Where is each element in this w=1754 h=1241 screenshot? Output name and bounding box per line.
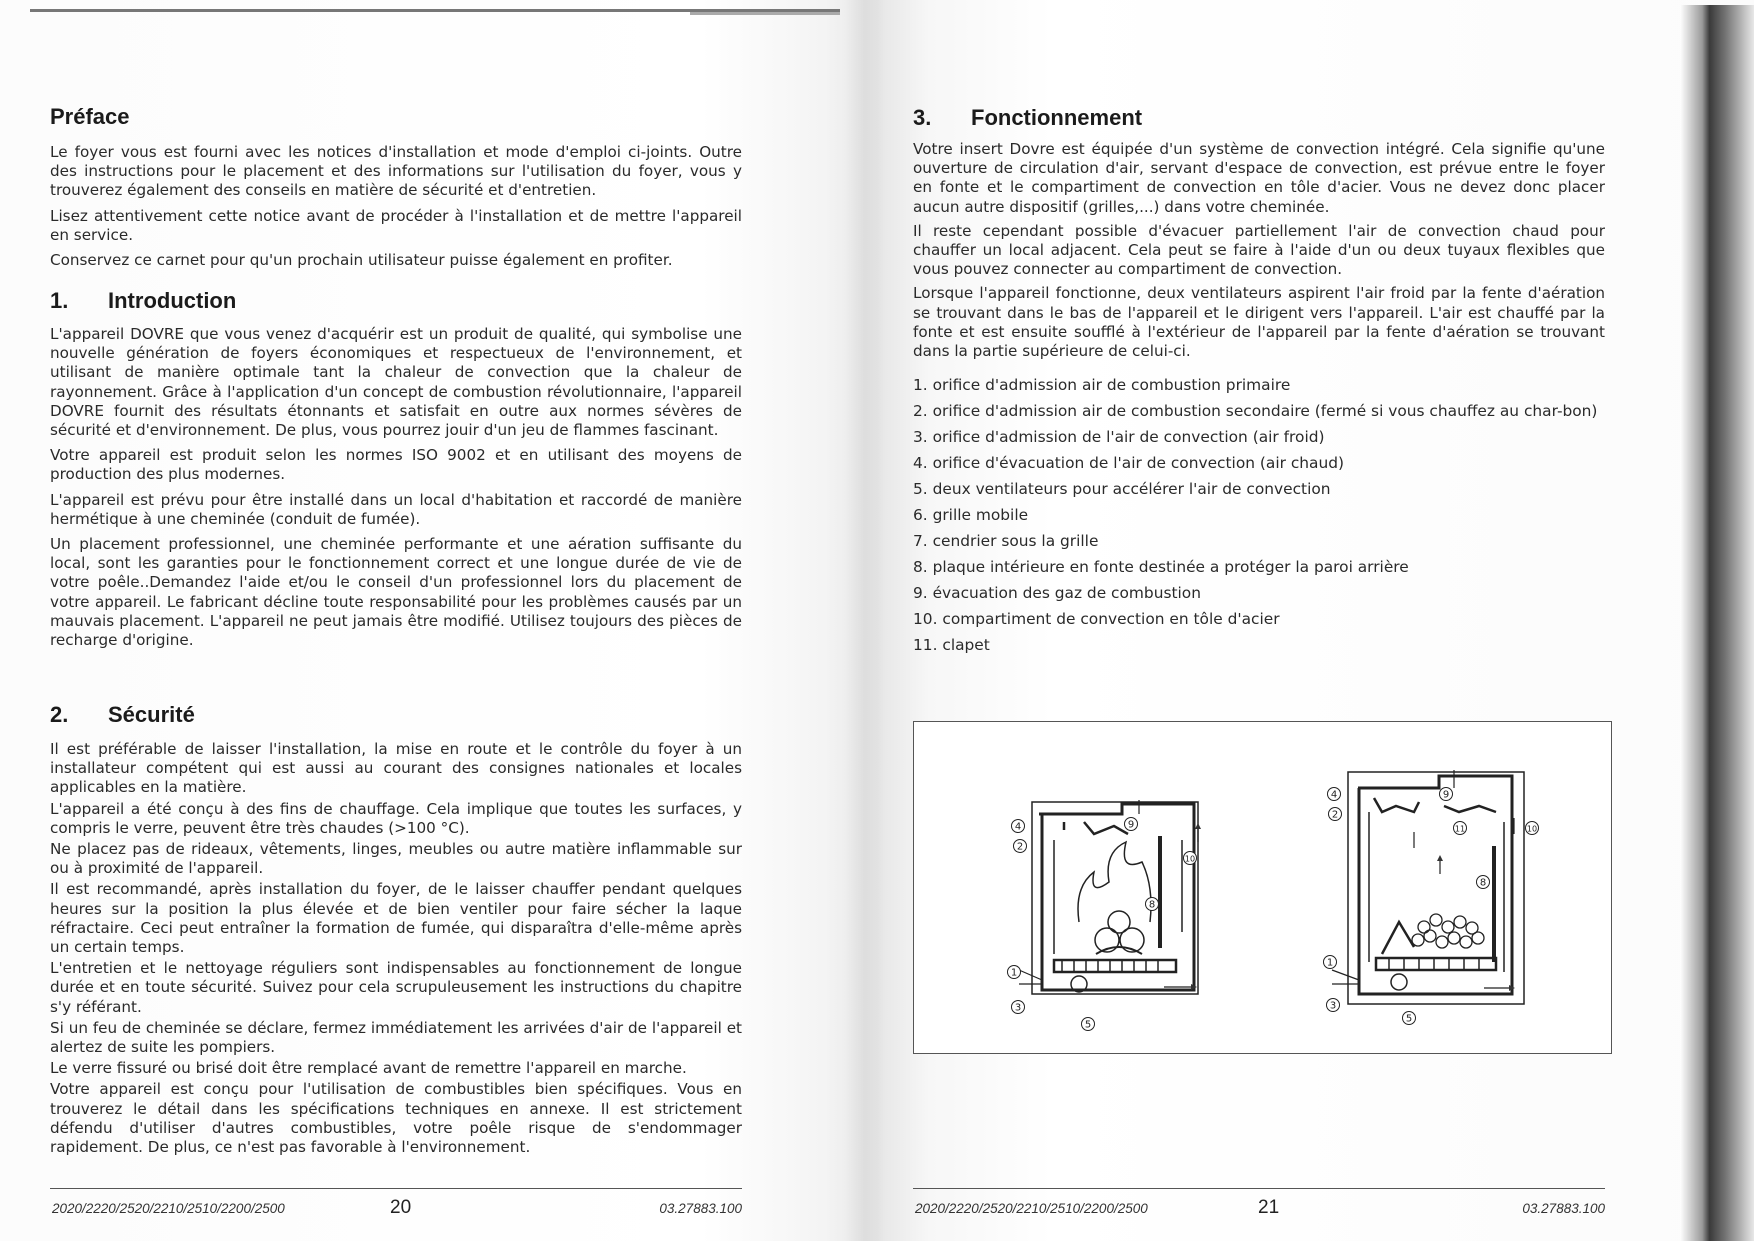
list-item: 9. évacuation des gaz de combustion [913, 584, 1201, 602]
section-number: 3. [913, 105, 932, 130]
callout-label: 8 [1479, 877, 1487, 889]
paragraph: L'appareil est prévu pour être installé dans un local d'habitation et raccordé de manière hermétique à une cheminée (conduit de fumée). [50, 490, 742, 528]
paragraph: L'appareil DOVRE que vous venez d'acquérir est un produit de qualité, qui symbolise une nouvelle génération de foyers économiques et respectueux de l'environnement, et utilisant de manière optimale tant la chaleur de convection que la chaleur de rayonnement. Grâce à l'application d'un concept de combustion révolutionnaire, l'appareil DOVRE fournit des résultats étonnants et satisfait en outre aux normes sévères de sécurité et d'environnement. De plus, vous pourrez jouir d'un jeu de flammes fascinant. [50, 325, 742, 440]
footer-model-numbers: 2020/2220/2520/2210/2510/2200/2500 [52, 1201, 285, 1216]
securite-text [50, 740, 742, 1159]
coal-insert-callouts [1324, 788, 1539, 1025]
paragraph: Conservez ce carnet pour qu'un prochain utilisateur puisse également en profiter. [50, 251, 673, 270]
section-title: Sécurité [108, 702, 195, 727]
callout-label: 8 [1148, 899, 1156, 911]
preface-title: Préface [50, 104, 130, 129]
list-item: 6. grille mobile [913, 506, 1029, 524]
introduction-heading [50, 288, 236, 314]
list-item: 11. clapet [913, 636, 990, 654]
callout-label: 1 [1010, 967, 1018, 979]
paragraph: Un placement professionnel, une cheminée performante et une aération suffisante du local, sont les garanties pour le fonctionnement correct et une longue durée de vie de votre poêle..Demandez l'aide et/ou le conseil d'un professionnel lors du placement de votre appareil. Le fabricant décline toute responsabilité pour les problèmes causés par un mauvais placement. L'appareil ne peut jamais être modifié. Utilisez toujours des pièces de recharge d'origine. [50, 535, 742, 650]
list-item: 5. deux ventilateurs pour accélérer l'air de convection [913, 480, 1331, 498]
coal-insert-drawing [1332, 770, 1524, 1004]
paragraph: Lisez attentivement cette notice avant de procéder à l'installation et de mettre l'appareil en service. [50, 206, 742, 244]
paragraph: Il est préférable de laisser l'installation, la mise en route et le contrôle du foyer à un installateur compétent qui est aussi au courant des consignes nationales et locales applicables en la matière. [50, 740, 742, 797]
callout-label: 5 [1405, 1013, 1413, 1025]
fonctionnement-text [913, 140, 1605, 366]
callout-label: 4 [1330, 789, 1338, 801]
section-title: Introduction [108, 288, 237, 313]
section-number: 1. [50, 288, 69, 313]
page-number: 20 [390, 1197, 412, 1218]
list-item: 10. compartiment de convection en tôle d'acier [913, 610, 1280, 628]
callout-label: 9 [1442, 789, 1450, 801]
paragraph: Votre appareil est produit selon les normes ISO 9002 et en utilisant des moyens de production des plus modernes. [50, 446, 742, 484]
callout-label: 4 [1014, 821, 1022, 833]
right-page [913, 0, 1605, 1241]
component-list [913, 376, 1605, 662]
footer-reference: 03.27883.100 [1522, 1201, 1605, 1216]
list-item: 7. cendrier sous la grille [913, 532, 1099, 550]
section-title: Fonctionnement [971, 105, 1143, 130]
list-item: 3. orifice d'admission de l'air de convection (air froid) [913, 428, 1325, 446]
section-number: 2. [50, 702, 69, 727]
callout-label: 2 [1016, 841, 1024, 853]
callout-label: 10 [1184, 854, 1196, 864]
paragraph: Lorsque l'appareil fonctionne, deux ventilateurs aspirent l'air froid par la fente d'aération se trouvant dans le bas de l'appareil et le dirigent vers l'appareil. L'air est chauffé par la fonte et est ensuite soufflé à l'extérieur de l'appareil par la fente d'aération se trouvant dans la partie supérieure de celui-ci. [913, 284, 1605, 361]
callout-label: 10 [1526, 824, 1538, 834]
callout-label: 3 [1014, 1002, 1022, 1014]
list-item: 1. orifice d'admission air de combustion primaire [913, 376, 1291, 394]
paragraph: Il est recommandé, après installation du foyer, de le laisser chauffer pendant quelques heures sur la position la plus élevée et de bien ventiler pour faire sécher la laque réfractaire. Ceci peut entraîner la formation de fumée, qui disparaîtra d'elle-même après un certain temps. [50, 880, 742, 957]
callout-label: 3 [1329, 1000, 1337, 1012]
wood-insert-callouts [1008, 818, 1197, 1031]
paragraph: Le verre fissuré ou brisé doit être remplacé avant de remettre l'appareil en marche. [50, 1059, 687, 1078]
book-gutter [845, 0, 885, 1241]
preface-text [50, 143, 742, 276]
paragraph: Il reste cependant possible d'évacuer partiellement l'air de convection chaud pour chauffer un local adjacent. Cela peut se faire à l'aide d'un ou deux tuyaux flexibles que vous pouvez connecter au compartiment de convection. [913, 221, 1605, 279]
page-footer [913, 1188, 1605, 1218]
list-item: 4. orifice d'évacuation de l'air de convection (air chaud) [913, 454, 1344, 472]
paragraph: Si un feu de cheminée se déclare, fermez immédiatement les arrivées d'air de l'appareil et alertez de suite les pompiers. [50, 1018, 742, 1057]
insert-diagram [914, 722, 1611, 1053]
paragraph: Le foyer vous est fourni avec les notices d'installation et mode d'emploi ci-joints. Outre des instructions pour le placement et des informations sur l'utilisation du foyer, vous y trouverez également des conseils en matière de sécurité et d'entretien. [50, 143, 742, 200]
paragraph: L'appareil a été conçu à des fins de chauffage. Cela implique que toutes les surfaces, y compris le verre, peuvent être très chaudes (>100 °C). [50, 799, 742, 837]
callout-label: 9 [1127, 819, 1135, 831]
callout-label: 11 [1454, 824, 1466, 834]
paragraph: Votre insert Dovre est équipée d'un système de convection intégré. Cela signifie qu'une ouverture de circulation d'air, servant d'espace de convection, est prévue entre le foyer en fonte et le compartiment de convection en tôle d'acier. Vous ne devez donc placer aucun autre dispositif (grilles,...) dans votre cheminée. [913, 140, 1605, 216]
preface-heading [50, 104, 130, 130]
securite-heading [50, 702, 195, 728]
page-number: 21 [1258, 1197, 1280, 1218]
paragraph: Votre appareil est conçu pour l'utilisation de combustibles bien spécifiques. Vous en trouverez le détail dans les spécifications techniques en annexe. Il est strictement défendu d'utiliser d'autres combustibles, votre poêle risque de s'endommager rapidement. De plus, ce n'est pas favorable à l'environnement. [50, 1080, 742, 1157]
callout-label: 5 [1084, 1019, 1092, 1031]
paragraph: Ne placez pas de rideaux, vêtements, linges, meubles ou autre matière inflammable sur ou à proximité de l'appareil. [50, 840, 742, 878]
callout-label: 1 [1326, 957, 1334, 969]
left-page [50, 0, 742, 1241]
footer-reference: 03.27883.100 [659, 1201, 742, 1216]
insert-diagram-frame [913, 721, 1612, 1054]
page-footer [50, 1188, 742, 1218]
fonctionnement-heading [913, 105, 1142, 131]
introduction-text [50, 325, 742, 656]
wood-insert-drawing [1016, 800, 1198, 994]
footer-model-numbers: 2020/2220/2520/2210/2510/2200/2500 [915, 1201, 1148, 1216]
paragraph: L'entretien et le nettoyage réguliers sont indispensables au fonctionnement de longue durée et en toute sécurité. Suivez pour cela scrupuleusement les instructions du chapitre s'y référant. [50, 959, 742, 1016]
callout-label: 2 [1331, 809, 1339, 821]
right-page-edge [1680, 5, 1754, 1241]
list-item: 8. plaque intérieure en fonte destinée a protéger la paroi arrière [913, 558, 1409, 576]
list-item: 2. orifice d'admission air de combustion secondaire (fermé si vous chauffez au char-bon) [913, 402, 1598, 420]
